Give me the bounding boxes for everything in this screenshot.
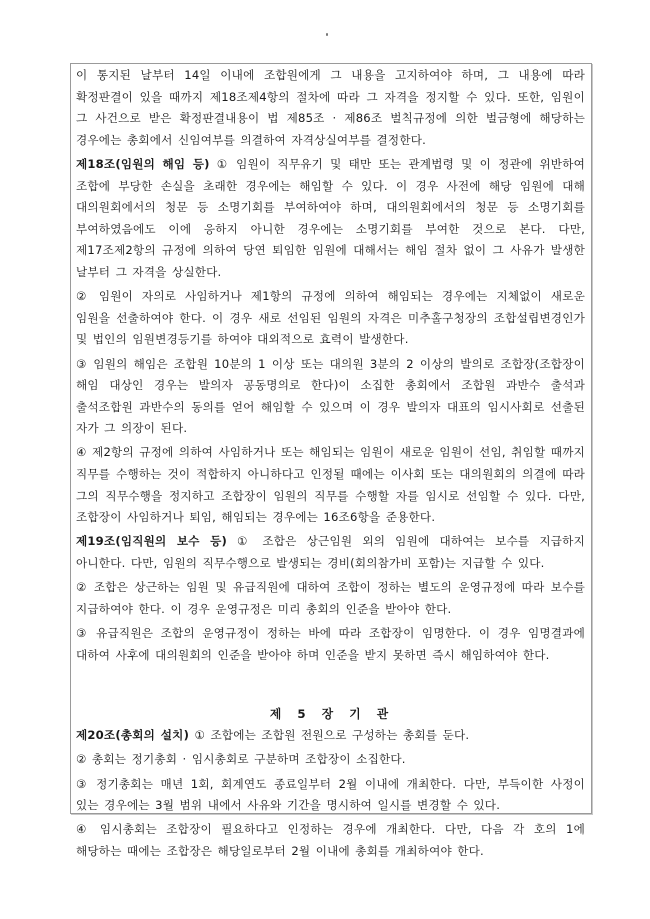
paragraph-article20-clause4: [76, 819, 585, 862]
paragraph-text: ② 조합은 상근하는 임원 및 유급직원에 대하여 조합이 정하는 별도의 운영규정에 따라 보수를 지급하여야 한다. 이 경우 운영규정은 미리 총회의 인준을 받아야 한다.: [76, 580, 585, 616]
paragraph-article18-clause2: [76, 286, 585, 351]
paragraph-text: ③ 임원의 해임은 조합원 10분의 1 이상 또는 대의원 3분의 2 이상의 발의로 조합장(조합장이 해임 대상인 경우는 발의자 공동명의로 한다)이 소집한 총회에서 조합원 과반수 출석과 출석조합원 과반수의 동의를 얻어 해임할 수 있으며 이 경우 발의자 대표의 임시사회로 선출된 자가 그 의장이 된다.: [76, 356, 585, 436]
paragraph-article18-clause4: [76, 442, 585, 528]
paragraph-text: ① 임원이 직무유기 및 태만 또는 관계법령 및 이 정관에 위반하여 조합에 부당한 손실을 초래한 경우에는 해임할 수 있다. 이 경우 사전에 해당 임원에 대해 대의원회에서의 청문 등 소명기회를 부여하여야 하며, 대의원회에서의 청문 등 소명기회를 부여하였음에도 이에 응하지 아니한 경우에는 소명기회를 부여한 것으로 본다. 다만, 제17조제2항의 규정에 의하여 당연 퇴임한 임원에 대해서는 해임 절차 없이 그 사유가 발생한 날부터 그 자격을 상실한다.: [76, 156, 585, 279]
paragraph-text: ① 조합은 상근임원 외의 임원에 대하여는 보수를 지급하지 아니한다. 다만, 임원의 직무수행으로 발생되는 경비(회의참가비 포함)는 지급할 수 있다.: [76, 534, 585, 571]
paragraph-text: 이 통지된 날부터 14일 이내에 조합원에게 그 내용을 고지하여야 하며, 그 내용에 따라 확정판결이 있을 때까지 제18조제4항의 절차에 따라 그 자격을 정지할 수 있다. 또한, 임원이 그 사건으로 받은 확정판결내용이 법 제85조 · 제86조 벌칙규정에 의한 벌금형에 해당하는 경우에는 총회에서 신임여부를 의결하여 자격상실여부를 결정한다.: [76, 68, 585, 147]
paragraph-article18-clause1: [76, 154, 585, 284]
paragraph-article18-clause3: [76, 354, 585, 440]
paragraph-article20-clause3: [76, 774, 585, 817]
paragraph-article19-clause3: [76, 623, 585, 666]
paragraph-article19-clause1: [76, 531, 585, 574]
paragraph-text: ② 총회는 정기총회 · 임시총회로 구분하며 조합장이 소집한다.: [76, 752, 406, 767]
paragraph-text: ④ 임시총회는 조합장이 필요하다고 인정하는 경우에 개최한다. 다만, 다음 각 호의 1에 해당하는 때에는 조합장은 해당일로부터 2월 이내에 총회를 개최하여야 한다.: [76, 822, 585, 858]
scan-speck: [326, 33, 328, 36]
article-title: 제20조(총회의 설치): [76, 728, 190, 743]
document-frame: [70, 63, 592, 858]
paragraph-text: ③ 정기총회는 매년 1회, 회계연도 종료일부터 2월 이내에 개최한다. 다만, 부득이한 사정이 있는 경우에는 3월 범위 내에서 사유와 기간을 명시하여 일시를 변경할 수 있다.: [76, 776, 585, 813]
paragraph-text: ④ 제2항의 규정에 의하여 사임하거나 또는 해임되는 임원이 새로운 임원이 선임, 취임할 때까지 직무를 수행하는 것이 적합하지 아니하다고 인정될 때에는 이사회 또는 대의원회의 의결에 따라 그의 직무수행을 정지하고 조합장이 임원의 직무를 수행할 자를 임시로 선임할 수 있다. 다만, 조합장이 사임하거나 퇴임, 해임되는 경우에는 16조6항을 준용한다.: [76, 445, 585, 525]
paragraph-text: ② 임원이 자의로 사임하거나 제1항의 규정에 의하여 해임되는 경우에는 지체없이 새로운 임원을 선출하여야 한다. 이 경우 새로 선임된 임원의 자격은 미추홀구청장의 조합설립변경인가 및 법인의 임원변경등기를 하여야 대외적으로 효력이 발생한다.: [76, 289, 585, 347]
paragraph-article20-clause2: [76, 749, 585, 771]
paragraph-article20-clause1: [76, 725, 585, 747]
article-title: 제18조(임원의 해임 등): [76, 156, 210, 171]
article-title: 제19조(임직원의 보수 등): [76, 534, 227, 549]
paragraph-article19-clause2: [76, 577, 585, 620]
chapter-heading: 제 5 장 기 관: [269, 707, 392, 722]
paragraph-text: ③ 유급직원은 조합의 운영규정이 정하는 바에 따라 조합장이 임명한다. 이 경우 임명결과에 대하여 사후에 대의원회의 인준을 받아야 하며 인준을 받지 못하면 즉시 해임하여야 한다.: [76, 626, 585, 662]
paragraph-article17-continuation: [76, 65, 585, 151]
paragraph-text: ① 조합에는 조합원 전원으로 구성하는 총회를 둔다.: [189, 728, 470, 743]
